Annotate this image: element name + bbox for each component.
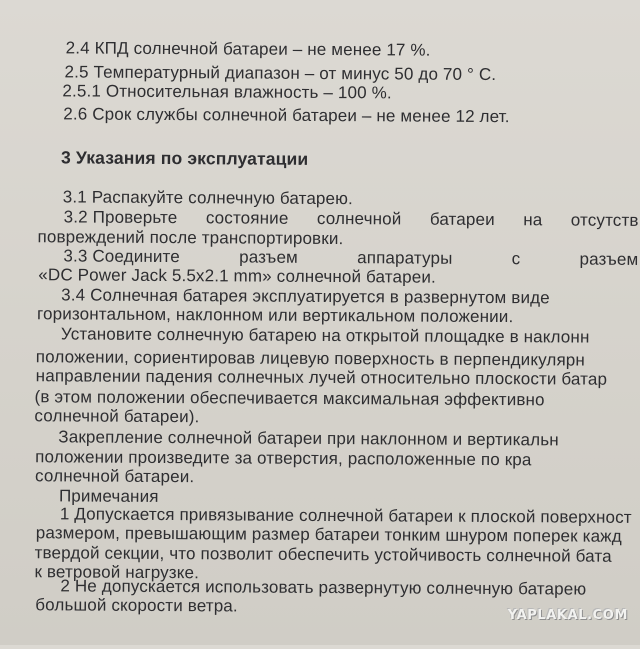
item-3-2-line2: повреждений после транспортировки. xyxy=(37,227,344,249)
note-1-line1: 1 Допускается привязывание солнечной батареи к плоской поверхност xyxy=(59,504,632,527)
note-1-line3: твердой секции, что позволит обеспечить устойчивость солнечной бата xyxy=(34,543,612,566)
item-2-6: 2.6 Срок службы солнечной батареи – не менее 12 лет. xyxy=(63,104,510,127)
word: отсутств xyxy=(570,210,639,230)
item-2-5: 2.5 Температурный диапазон – от минус 50 до 70 ° С. xyxy=(64,62,497,85)
word: 3.2 Проверьте xyxy=(63,207,178,228)
paragraph-install-line1: Установите солнечную батарею на открытой площадке в наклонн xyxy=(60,324,590,347)
paragraph-install-line2: положении, сориентировав лицевую поверхность в перпендикулярн xyxy=(35,347,586,370)
note-2-line2: большой скорости ветра. xyxy=(35,595,238,616)
word: состояние xyxy=(205,208,289,228)
watermark-logo: YAPLAKAL.COM xyxy=(507,608,628,623)
word: на xyxy=(523,210,543,230)
paragraph-mount-line3: солнечной батареи. xyxy=(35,466,195,487)
word: разъем xyxy=(579,249,639,269)
note-1-line2: размером, превышающим размер батареи тонким шнуром поперек кажд xyxy=(35,523,622,546)
item-3-1: 3.1 Распакуйте солнечную батарею. xyxy=(62,187,353,209)
item-3-4-line1: 3.4 Солнечная батарея эксплуатируется в развернутом виде xyxy=(61,285,550,308)
paragraph-install-line5: солнечной батареи). xyxy=(34,406,200,427)
word: аппаратуры xyxy=(357,248,453,268)
word: с xyxy=(511,249,521,269)
section-heading: 3 Указания по эксплуатации xyxy=(60,147,309,169)
paragraph-mount-line1: Закрепление солнечной батареи при наклонном и вертикальн xyxy=(58,427,559,450)
word: солнечной xyxy=(316,208,402,229)
paragraph-install-line3: направлении падения солнечных лучей относительно плоскости батар xyxy=(35,366,608,389)
item-2-5-1: 2.5.1 Относительная влажность – 100 %. xyxy=(62,81,392,103)
note-2-line1: 2 Не допускается использовать развернутую солнечную батарею xyxy=(60,576,587,599)
item-3-3-line2: «DC Power Jack 5.5x2.1 mm» солнечной батареи. xyxy=(38,265,436,287)
word: 3.3 Соедините xyxy=(63,246,180,267)
notes-title: Примечания xyxy=(58,486,159,506)
paragraph-mount-line2: положении произведите за отверстия, расположенные по кра xyxy=(35,447,532,470)
word: разъем xyxy=(239,247,298,267)
item-2-4: 2.4 КПД солнечной батареи – не менее 17 %. xyxy=(65,38,431,60)
note-1-line4: к ветровой нагрузке. xyxy=(34,562,200,583)
item-3-4-line2: горизонтальном, наклонном или вертикальном положении. xyxy=(37,304,514,327)
paragraph-install-line4: (в этом положении обеспечивается максимальная эффективно xyxy=(34,387,545,410)
word: батареи xyxy=(429,209,495,230)
